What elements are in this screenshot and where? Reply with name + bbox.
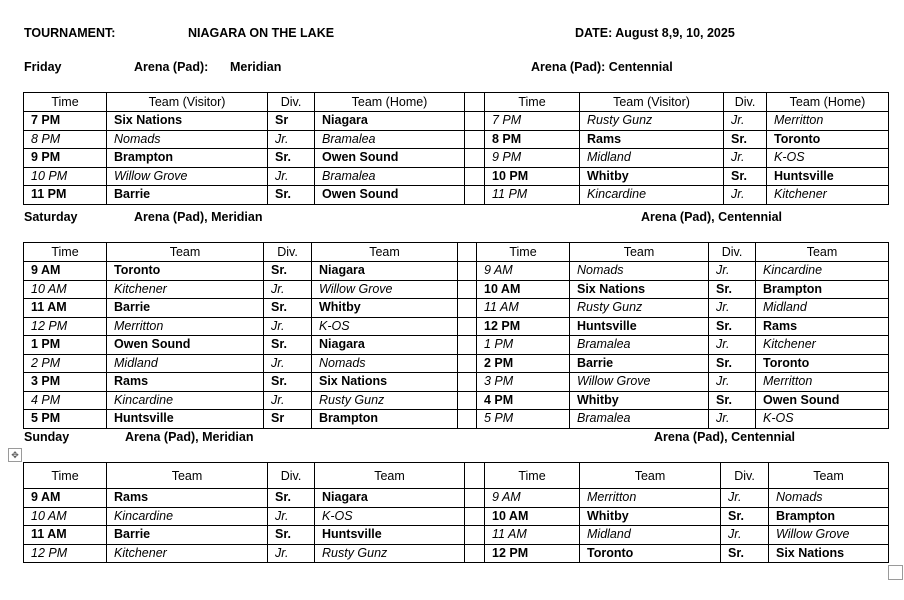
column-header: Team (Home) xyxy=(315,93,465,112)
column-header: Team xyxy=(315,463,465,489)
column-header: Div. xyxy=(268,463,315,489)
column-gap xyxy=(458,280,477,299)
column-gap xyxy=(465,463,485,489)
visitor-team-cell: Barrie xyxy=(107,299,264,318)
day-label-saturday: Saturday xyxy=(24,210,78,224)
game-time-cell: 8 PM xyxy=(24,130,107,149)
game-time-cell: 10 PM xyxy=(24,167,107,186)
home-team-cell: Merritton xyxy=(756,373,889,392)
game-time-cell: 4 PM xyxy=(24,391,107,410)
column-gap xyxy=(465,130,485,149)
game-time-cell: 3 PM xyxy=(477,373,570,392)
game-time-cell: 12 PM xyxy=(477,317,570,336)
column-header: Team xyxy=(107,463,268,489)
division-cell: Jr. xyxy=(268,507,315,526)
home-team-cell: Huntsville xyxy=(315,526,465,545)
home-team-cell: K-OS xyxy=(312,317,458,336)
home-team-cell: K-OS xyxy=(756,410,889,429)
table-row xyxy=(24,336,889,355)
home-team-cell: Rams xyxy=(756,317,889,336)
game-time-cell: 7 PM xyxy=(24,112,107,131)
tournament-name: NIAGARA ON THE LAKE xyxy=(188,26,335,40)
home-team-cell: Willow Grove xyxy=(769,526,889,545)
division-cell: Jr. xyxy=(709,373,756,392)
game-time-cell: 9 PM xyxy=(485,149,580,168)
column-header: Team xyxy=(312,243,458,262)
home-team-cell: Brampton xyxy=(769,507,889,526)
table-row xyxy=(24,373,889,392)
game-time-cell: 10 AM xyxy=(24,280,107,299)
division-cell: Jr. xyxy=(724,186,767,205)
game-time-cell: 5 PM xyxy=(24,410,107,429)
table-row xyxy=(24,167,889,186)
column-gap xyxy=(465,544,485,563)
division-cell: Jr. xyxy=(264,354,312,373)
home-team-cell: Nomads xyxy=(312,354,458,373)
table-row xyxy=(24,489,889,508)
division-cell: Jr. xyxy=(268,167,315,186)
column-header: Team (Home) xyxy=(767,93,889,112)
visitor-team-cell: Merritton xyxy=(107,317,264,336)
visitor-team-cell: Barrie xyxy=(107,186,268,205)
game-time-cell: 2 PM xyxy=(477,354,570,373)
division-cell: Jr. xyxy=(709,262,756,281)
column-gap xyxy=(465,112,485,131)
visitor-team-cell: Rams xyxy=(107,489,268,508)
visitor-team-cell: Brampton xyxy=(107,149,268,168)
division-cell: Sr. xyxy=(268,489,315,508)
game-time-cell: 2 PM xyxy=(24,354,107,373)
column-gap xyxy=(465,489,485,508)
tournament-date: DATE: August 8,9, 10, 2025 xyxy=(575,26,735,40)
game-time-cell: 8 PM xyxy=(485,130,580,149)
home-team-cell: Niagara xyxy=(312,336,458,355)
home-team-cell: Huntsville xyxy=(767,167,889,186)
arena-label-sunday-right: Arena (Pad), Centennial xyxy=(654,430,795,444)
column-gap xyxy=(458,354,477,373)
visitor-team-cell: Nomads xyxy=(107,130,268,149)
column-header: Team xyxy=(570,243,709,262)
division-cell: Sr. xyxy=(264,299,312,318)
tournament-label: TOURNAMENT: xyxy=(24,26,116,40)
column-header: Div. xyxy=(721,463,769,489)
table-row xyxy=(24,410,889,429)
column-header: Team xyxy=(756,243,889,262)
division-cell: Sr. xyxy=(264,262,312,281)
arena-label-saturday-left: Arena (Pad), Meridian xyxy=(134,210,263,224)
home-team-cell: Rusty Gunz xyxy=(315,544,465,563)
schedule-table-friday xyxy=(23,92,889,205)
home-team-cell: K-OS xyxy=(767,149,889,168)
schedule-table-sunday xyxy=(23,462,889,563)
home-team-cell: Owen Sound xyxy=(315,186,465,205)
visitor-team-cell: Kincardine xyxy=(107,391,264,410)
division-cell: Sr. xyxy=(709,391,756,410)
column-gap xyxy=(465,507,485,526)
column-header: Div. xyxy=(264,243,312,262)
game-time-cell: 12 PM xyxy=(485,544,580,563)
division-cell: Jr. xyxy=(721,526,769,545)
column-gap xyxy=(465,93,485,112)
game-time-cell: 1 PM xyxy=(477,336,570,355)
schedule-table-saturday xyxy=(23,242,889,429)
division-cell: Sr xyxy=(264,410,312,429)
game-time-cell: 9 AM xyxy=(485,489,580,508)
home-team-cell: Toronto xyxy=(756,354,889,373)
table-resize-handle[interactable] xyxy=(888,565,903,580)
home-team-cell: Merritton xyxy=(767,112,889,131)
division-cell: Jr. xyxy=(264,317,312,336)
visitor-team-cell: Toronto xyxy=(580,544,721,563)
column-gap xyxy=(458,317,477,336)
visitor-team-cell: Rusty Gunz xyxy=(570,299,709,318)
home-team-cell: Bramalea xyxy=(315,130,465,149)
visitor-team-cell: Bramalea xyxy=(570,410,709,429)
arena-label-friday-left: Arena (Pad): xyxy=(134,60,209,74)
visitor-team-cell: Rusty Gunz xyxy=(580,112,724,131)
visitor-team-cell: Whitby xyxy=(580,507,721,526)
visitor-team-cell: Barrie xyxy=(107,526,268,545)
visitor-team-cell: Midland xyxy=(580,149,724,168)
division-cell: Sr. xyxy=(268,186,315,205)
visitor-team-cell: Kincardine xyxy=(580,186,724,205)
day-label-sunday: Sunday xyxy=(24,430,70,444)
column-gap xyxy=(465,526,485,545)
game-time-cell: 11 AM xyxy=(24,299,107,318)
column-header: Time xyxy=(485,93,580,112)
visitor-team-cell: Whitby xyxy=(580,167,724,186)
game-time-cell: 1 PM xyxy=(24,336,107,355)
game-time-cell: 11 AM xyxy=(477,299,570,318)
table-row xyxy=(24,149,889,168)
column-header: Time xyxy=(477,243,570,262)
visitor-team-cell: Kincardine xyxy=(107,507,268,526)
arena-label-saturday-right: Arena (Pad), Centennial xyxy=(641,210,782,224)
visitor-team-cell: Kitchener xyxy=(107,280,264,299)
visitor-team-cell: Nomads xyxy=(570,262,709,281)
column-gap xyxy=(465,186,485,205)
arena-label-friday-right: Arena (Pad): Centennial xyxy=(531,60,673,74)
division-cell: Sr. xyxy=(264,373,312,392)
visitor-team-cell: Merritton xyxy=(580,489,721,508)
game-time-cell: 10 AM xyxy=(24,507,107,526)
division-cell: Jr. xyxy=(268,130,315,149)
division-cell: Sr. xyxy=(724,130,767,149)
visitor-team-cell: Midland xyxy=(107,354,264,373)
game-time-cell: 11 PM xyxy=(485,186,580,205)
column-gap xyxy=(465,149,485,168)
division-cell: Sr. xyxy=(709,354,756,373)
home-team-cell: Rusty Gunz xyxy=(312,391,458,410)
column-gap xyxy=(458,243,477,262)
home-team-cell: Nomads xyxy=(769,489,889,508)
table-row xyxy=(24,526,889,545)
column-header: Team xyxy=(769,463,889,489)
game-time-cell: 12 PM xyxy=(24,544,107,563)
division-cell: Jr. xyxy=(709,410,756,429)
column-gap xyxy=(458,262,477,281)
division-cell: Jr. xyxy=(721,489,769,508)
column-gap xyxy=(458,391,477,410)
division-cell: Sr xyxy=(268,112,315,131)
division-cell: Sr. xyxy=(721,507,769,526)
day-label-friday: Friday xyxy=(24,60,62,74)
game-time-cell: 9 AM xyxy=(24,262,107,281)
home-team-cell: Midland xyxy=(756,299,889,318)
arena-name-friday-left: Meridian xyxy=(230,60,282,74)
home-team-cell: Kitchener xyxy=(767,186,889,205)
column-header: Div. xyxy=(268,93,315,112)
visitor-team-cell: Barrie xyxy=(570,354,709,373)
column-gap xyxy=(458,410,477,429)
home-team-cell: Owen Sound xyxy=(756,391,889,410)
home-team-cell: Toronto xyxy=(767,130,889,149)
division-cell: Jr. xyxy=(724,112,767,131)
column-gap xyxy=(458,373,477,392)
column-header: Time xyxy=(485,463,580,489)
table-row xyxy=(24,317,889,336)
visitor-team-cell: Six Nations xyxy=(107,112,268,131)
visitor-team-cell: Midland xyxy=(580,526,721,545)
home-team-cell: Brampton xyxy=(756,280,889,299)
column-gap xyxy=(465,167,485,186)
table-row xyxy=(24,299,889,318)
visitor-team-cell: Rams xyxy=(107,373,264,392)
game-time-cell: 10 AM xyxy=(477,280,570,299)
game-time-cell: 10 PM xyxy=(485,167,580,186)
home-team-cell: Brampton xyxy=(312,410,458,429)
game-time-cell: 5 PM xyxy=(477,410,570,429)
division-cell: Jr. xyxy=(264,280,312,299)
visitor-team-cell: Kitchener xyxy=(107,544,268,563)
division-cell: Jr. xyxy=(709,336,756,355)
home-team-cell: Whitby xyxy=(312,299,458,318)
column-gap xyxy=(458,336,477,355)
game-time-cell: 10 AM xyxy=(485,507,580,526)
home-team-cell: Niagara xyxy=(315,489,465,508)
visitor-team-cell: Bramalea xyxy=(570,336,709,355)
column-header: Team (Visitor) xyxy=(107,93,268,112)
game-time-cell: 7 PM xyxy=(485,112,580,131)
table-row xyxy=(24,112,889,131)
home-team-cell: Niagara xyxy=(312,262,458,281)
division-cell: Sr. xyxy=(268,149,315,168)
visitor-team-cell: Six Nations xyxy=(570,280,709,299)
table-row xyxy=(24,280,889,299)
column-header: Div. xyxy=(724,93,767,112)
table-row xyxy=(24,130,889,149)
game-time-cell: 11 AM xyxy=(24,526,107,545)
game-time-cell: 9 AM xyxy=(477,262,570,281)
table-row xyxy=(24,354,889,373)
home-team-cell: Six Nations xyxy=(769,544,889,563)
home-team-cell: Kitchener xyxy=(756,336,889,355)
home-team-cell: K-OS xyxy=(315,507,465,526)
division-cell: Jr. xyxy=(709,299,756,318)
division-cell: Sr. xyxy=(709,317,756,336)
column-header: Team xyxy=(107,243,264,262)
home-team-cell: Bramalea xyxy=(315,167,465,186)
home-team-cell: Niagara xyxy=(315,112,465,131)
game-time-cell: 12 PM xyxy=(24,317,107,336)
table-row xyxy=(24,544,889,563)
visitor-team-cell: Huntsville xyxy=(107,410,264,429)
column-header: Time xyxy=(24,463,107,489)
visitor-team-cell: Toronto xyxy=(107,262,264,281)
division-cell: Jr. xyxy=(264,391,312,410)
division-cell: Sr. xyxy=(721,544,769,563)
home-team-cell: Six Nations xyxy=(312,373,458,392)
division-cell: Jr. xyxy=(724,149,767,168)
arena-label-sunday-left: Arena (Pad), Meridian xyxy=(125,430,254,444)
visitor-team-cell: Owen Sound xyxy=(107,336,264,355)
game-time-cell: 9 PM xyxy=(24,149,107,168)
game-time-cell: 11 AM xyxy=(485,526,580,545)
visitor-team-cell: Willow Grove xyxy=(107,167,268,186)
column-header: Div. xyxy=(709,243,756,262)
game-time-cell: 3 PM xyxy=(24,373,107,392)
game-time-cell: 4 PM xyxy=(477,391,570,410)
game-time-cell: 11 PM xyxy=(24,186,107,205)
home-team-cell: Owen Sound xyxy=(315,149,465,168)
table-move-handle-icon[interactable]: ✥ xyxy=(8,448,22,462)
column-gap xyxy=(458,299,477,318)
table-row xyxy=(24,507,889,526)
division-cell: Sr. xyxy=(709,280,756,299)
visitor-team-cell: Huntsville xyxy=(570,317,709,336)
visitor-team-cell: Rams xyxy=(580,130,724,149)
table-row xyxy=(24,391,889,410)
division-cell: Sr. xyxy=(724,167,767,186)
column-header: Time xyxy=(24,243,107,262)
home-team-cell: Willow Grove xyxy=(312,280,458,299)
table-row xyxy=(24,186,889,205)
division-cell: Jr. xyxy=(268,544,315,563)
column-header: Team (Visitor) xyxy=(580,93,724,112)
column-header: Time xyxy=(24,93,107,112)
table-row xyxy=(24,262,889,281)
division-cell: Sr. xyxy=(264,336,312,355)
visitor-team-cell: Whitby xyxy=(570,391,709,410)
visitor-team-cell: Willow Grove xyxy=(570,373,709,392)
column-header: Team xyxy=(580,463,721,489)
division-cell: Sr. xyxy=(268,526,315,545)
game-time-cell: 9 AM xyxy=(24,489,107,508)
home-team-cell: Kincardine xyxy=(756,262,889,281)
